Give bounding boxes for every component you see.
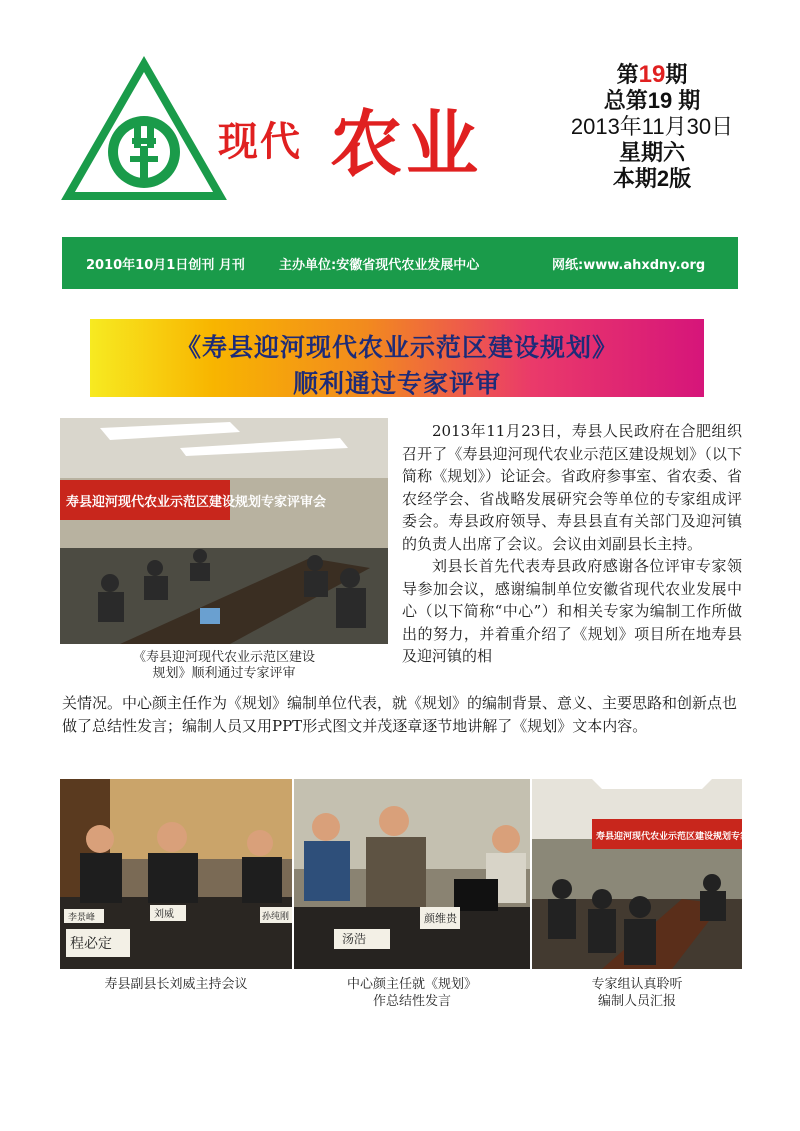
svg-text:寿县迎河现代农业示范区建设规划专家评审会: 寿县迎河现代农业示范区建设规划专家评审会 — [596, 832, 777, 842]
issue-edition: 本期2版 — [612, 166, 692, 191]
photo-expert-panel — [532, 779, 777, 969]
founded-text: 2010年10月1日创刊 月刊 — [86, 257, 245, 273]
caption-director: 中心颜主任就《规划》 作总结性发言 — [346, 977, 477, 1009]
headline-line2: 顺利通过专家评审 — [292, 369, 501, 398]
main-photo-caption: 《寿县迎河现代农业示范区建设 规划》顺利通过专家评审 — [132, 650, 315, 681]
photo-director — [294, 779, 530, 969]
svg-text:颜维贵: 颜维贵 — [424, 912, 457, 925]
svg-text:程必定: 程必定 — [70, 936, 112, 952]
issue-total-number: 总第19 期 — [603, 88, 701, 113]
caption-expert-panel: 专家组认真聆听 编制人员汇报 — [591, 977, 683, 1009]
issue-info — [552, 62, 752, 192]
photo-vice-mayor — [60, 779, 292, 969]
info-banner — [62, 237, 738, 289]
issue-weekday: 星期六 — [618, 140, 685, 165]
svg-text:李景峰: 李景峰 — [68, 913, 96, 923]
svg-text:刘威: 刘威 — [154, 909, 174, 920]
meeting-banner-text: 寿县迎河现代农业示范区建设规划专家评审会 — [66, 495, 327, 510]
article-para1: 2013年11月23日，寿县人民政府在合肥组织召开了《寿县迎河现代农业示范区建设规划》（以下简称《规划》）论证会。省政府参事室、省农委、省农经学会、省战略发展研究会等单位的专家组成评委会。寿县政府领导、寿县县直有关部门及迎河镇的负责人出席了会议。会议由刘副县长主持。 — [402, 422, 742, 553]
masthead-title-part1: 现代 — [218, 119, 302, 165]
svg-text:汤浩: 汤浩 — [342, 932, 367, 946]
issue-number: 第19期 — [616, 61, 688, 88]
logo-icon — [64, 60, 224, 200]
article-body-right — [402, 420, 742, 668]
headline-line1: 《寿县迎河现代农业示范区建设规划》 — [175, 333, 618, 362]
masthead-title-part2: 农业 — [330, 101, 483, 186]
article-para2: 刘县长首先代表寿县政府感谢各位评审专家领导参加会议，感谢编制单位安徽省现代农业发展中心（以下简称“中心”）和相关专家为编制工作所做出的努力，并着重介绍了《规划》项目所在地寿县及迎河镇的相 — [402, 557, 742, 665]
headline-box — [90, 319, 704, 397]
meeting-photo-main — [60, 418, 388, 644]
issue-date: 2013年11月30日 — [570, 114, 734, 139]
caption-vice-mayor: 寿县副县长刘威主持会议 — [104, 977, 248, 992]
website-text: 网纸:www.ahxdny.org — [552, 257, 706, 273]
svg-text:孙纯刚: 孙纯刚 — [262, 912, 290, 922]
sponsor-text: 主办单位:安徽省现代农业发展中心 — [279, 257, 480, 273]
article-para2-continued: 关情况。中心颜主任作为《规划》编制单位代表，就《规划》的编制背景、意义、主要思路和创新点也做了总结性发言；编制人员又用PPT形式图文并茂逐章逐节地讲解了《规划》文本内容。 — [62, 694, 738, 735]
